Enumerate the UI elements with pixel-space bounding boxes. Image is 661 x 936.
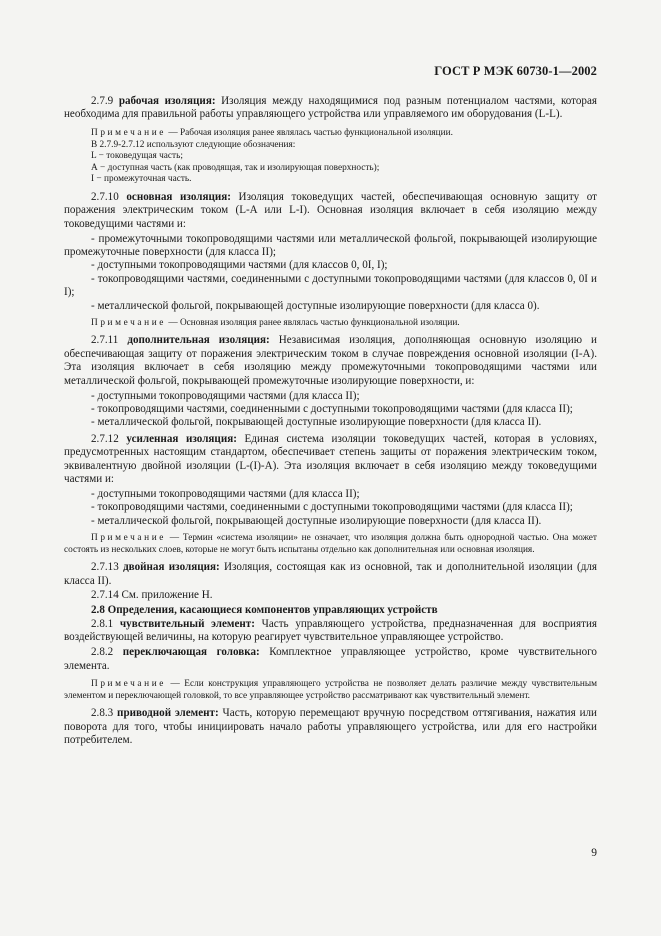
clause-text: Комплектное управляющее устройство, кроме чувствительного элемента. [64, 646, 597, 672]
note [64, 318, 597, 330]
clause-text: Независимая изоляция, дополняющая основную изоляцию и обеспечивающая защиту от поражения электрическим током в случае повреждения основной изоляции (I-A). Эта изоляция включает в себя изоляцию между промежуточными токопроводящими частями или металлической фольгой, покрывающей промежуточные изолирующие поверхности, и: [64, 334, 597, 387]
list-item: - промежуточными токопроводящими частями или металлической фольгой, покрывающей изолирующие промежуточные поверхности (для класса II); [64, 232, 597, 258]
clause-2-7-12 [64, 433, 597, 487]
clause-2-8-3 [64, 707, 597, 747]
clause-2-8-2 [64, 646, 597, 673]
term: дополнительная изоляция: [127, 334, 270, 347]
note-text: — Если конструкция управляющего устройства не позволяет делать различие между чувствительным элементом и переключающей головкой, то все управляющее устройство рассматривают как чувствительный элемент. [64, 679, 597, 701]
list-item: - доступными токопроводящими частями (для классов 0, 0I, I); [91, 259, 388, 272]
clause-number: 2.7.9 [91, 95, 119, 107]
list-item: - доступными токопроводящими частями (для класса II); [91, 389, 360, 402]
list-item: - токопроводящими частями, соединенными с доступными токопроводящими частями (для класса II); [91, 501, 573, 514]
section-heading-2-8: 2.8 Определения, касающиеся компонентов управляющих устройств [91, 604, 438, 617]
clause-number: 2.8.1 [91, 617, 120, 630]
note-line: А − доступная часть (как проводящая, так и изолирующая поверхность); [91, 162, 380, 173]
page-number: 9 [591, 847, 597, 859]
clause-number: 2.7.12 [91, 432, 127, 445]
clause-number: 2.8.2 [91, 646, 123, 659]
list-item: - токопроводящими частями, соединенными с доступными токопроводящими частями (для класса II); [91, 403, 573, 415]
note [64, 128, 597, 140]
page-content [64, 95, 597, 749]
term: основная изоляция: [126, 190, 231, 203]
clause-text: Единая система изоляции токоведущих частей, которая в условиях, предусмотренных настоящим стандартом, обеспечивает степень защиты от поражения электрическим током, эквивалентную двойной изоляции (L-(I)-A). Эта изоляция включает в себя изоляцию между токоведущими частями и: [64, 432, 597, 486]
note-text: — Термин «система изоляции» не означает, что изоляция должна быть однородной частью. Она может состоять из нескольких слоев, которые не могут быть испытаны отдельно как дополнительная или основная изоляция. [64, 533, 597, 555]
term: чувствительный элемент: [119, 617, 255, 630]
term: рабочая изоляция: [118, 95, 216, 107]
clause-2-7-11 [64, 334, 597, 388]
clause-2-7-9 [64, 95, 597, 122]
note-line: L − токоведущая часть; [91, 151, 183, 162]
note-text: — Рабочая изоляция ранее являлась частью функциональной изоляции. [166, 128, 453, 139]
clause-2-7-14: 2.7.14 См. приложение Н. [91, 589, 213, 602]
clause-text: Изоляция, состоящая как из основной, так и дополнительной изоляции (для класса II). [64, 561, 597, 587]
note-line: I − промежуточная часть. [91, 174, 192, 185]
term: переключающая головка: [122, 646, 260, 659]
clause-text: Часть управляющего устройства, предназначенная для восприятия воздействующей величины, на которую реагирует чувствительное управляющее устройство. [64, 617, 597, 644]
list-item: - металлической фольгой, покрывающей доступные изолирующие поверхности (для класса II). [91, 514, 542, 527]
clause-number: 2.8.3 [91, 707, 118, 720]
list-item: - металлической фольгой, покрывающей доступные изолирующие поверхности (для класса II). [91, 416, 542, 429]
clause-text: Часть, которую перемещают вручную посредством оттягивания, нажатия или поворота для того, чтобы инициировать начало работы управляющего устройства, или для его настройки потребителем. [64, 707, 597, 747]
clause-text: Изоляция между находящимися под разным потенциалом частями, которая необходима для правильной работы управляющего устройства или управляемого им оборудования (L-L). [64, 95, 597, 121]
note [64, 533, 597, 556]
clause-text: Изоляция токоведущих частей, обеспечивающая основную защиту от поражения электрическим током (L-A или L-I). Основная изоляция включает в себя изоляцию между токоведущими частями и: [64, 190, 597, 230]
term: усиленная изоляция: [126, 432, 237, 445]
list-item: - токопроводящими частями, соединенными с доступными токопроводящими частями (для классов 0, 0I и I); [64, 272, 597, 299]
note-label: Примечание [91, 128, 166, 139]
note-text: — Основная изоляция ранее являлась частью функциональной изоляции. [166, 317, 460, 328]
term: двойная изоляция: [123, 561, 220, 574]
clause-number: 2.7.10 [91, 190, 127, 203]
note-line: В 2.7.9-2.7.12 используют следующие обозначения: [91, 139, 296, 150]
page-header: ГОСТ Р МЭК 60730-1—2002 [434, 64, 597, 78]
clause-number: 2.7.11 [91, 334, 128, 347]
clause-2-7-10 [64, 191, 597, 231]
list-item: - металлической фольгой, покрывающей доступные изолирующие поверхности (для класса 0). [91, 299, 540, 312]
note [64, 679, 597, 702]
note-label: Примечание [91, 533, 166, 544]
note-label: Примечание [91, 679, 166, 690]
term: приводной элемент: [117, 707, 219, 720]
clause-2-8-1 [64, 618, 597, 645]
clause-number: 2.7.13 [91, 561, 124, 574]
clause-2-7-13 [64, 561, 597, 588]
list-item: - доступными токопроводящими частями (для класса II); [91, 487, 360, 500]
note-label: Примечание [91, 317, 166, 328]
